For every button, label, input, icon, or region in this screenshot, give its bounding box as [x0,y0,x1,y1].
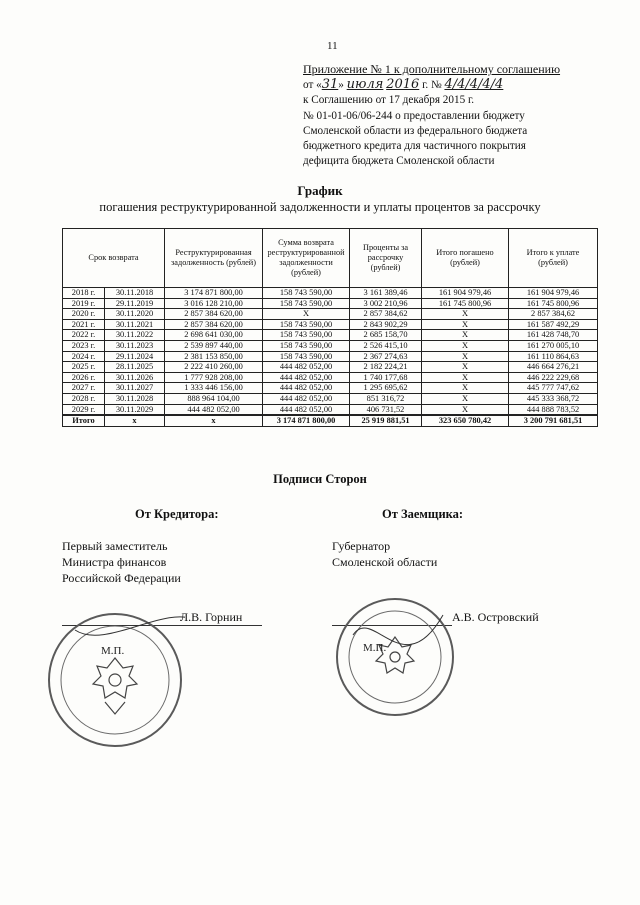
table-cell: 2024 г. [63,351,105,362]
table-cell: 30.11.2026 [105,372,165,383]
table-row [63,351,598,362]
creditor-party-label: От Кредитора: [135,507,219,521]
borrower-seal-stamp [333,595,458,720]
table-cell: 2 857 384,62 [509,309,598,320]
table-cell: X [422,362,509,373]
borrower-signature-stroke [353,615,443,645]
table-cell: 444 482 052,00 [263,404,350,415]
table-header-row [63,229,598,288]
emblem-icon [93,658,137,714]
table-cell: 161 745 800,96 [509,298,598,309]
col-header-restructured-debt: Реструктурированная задолженность (рублей) [165,229,263,288]
appendix-line-3: к Соглашению от 17 декабря 2015 г. [303,94,475,107]
table-cell: X [422,393,509,404]
table-cell: 161 270 005,10 [509,340,598,351]
table-cell: 3 174 871 800,00 [165,288,263,299]
borrower-title-line-1: Губернатор [332,539,391,553]
appendix-line-4: № 01-01-06/06-244 о предоставлении бюджету [303,109,525,122]
table-cell: 888 964 104,00 [165,393,263,404]
table-cell: 161 428 748,70 [509,330,598,341]
table-cell: 2026 г. [63,372,105,383]
table-cell: 3 016 128 210,00 [165,298,263,309]
table-cell: 2 381 153 850,00 [165,351,263,362]
table-cell: 30.11.2022 [105,330,165,341]
table-row [63,288,598,299]
creditor-signatory-title [62,538,181,586]
table-cell: 158 743 590,00 [263,288,350,299]
table-cell: 30.11.2018 [105,288,165,299]
table-cell: X [422,319,509,330]
table-cell: 2029 г. [63,404,105,415]
total-cell: 323 650 780,42 [422,415,509,427]
document-title: График [297,183,343,198]
table-cell: 2 857 384 620,00 [165,309,263,320]
table-cell: X [422,383,509,394]
signatures-heading: Подписи Сторон [273,472,367,486]
table-cell: 2023 г. [63,340,105,351]
table-cell: 445 333 368,72 [509,393,598,404]
col-header-interest: Проценты за рассрочку (рублей) [350,229,422,288]
table-cell: 161 110 864,63 [509,351,598,362]
table-row [63,319,598,330]
table-cell: 851 316,72 [350,393,422,404]
table-cell: 2 857 384,62 [350,309,422,320]
table-cell: 3 161 389,46 [350,288,422,299]
table-cell: 30.11.2029 [105,404,165,415]
table-cell: 28.11.2025 [105,362,165,373]
table-cell: 444 482 052,00 [263,383,350,394]
table-cell: 158 743 590,00 [263,330,350,341]
table-row [63,383,598,394]
appendix-line-5: Смоленской области из федерального бюджета [303,124,528,137]
table-cell: 2 526 415,10 [350,340,422,351]
total-cell: 25 919 881,51 [350,415,422,427]
appendix-line-7: дефицита бюджета Смоленской области [303,155,495,168]
page-number: 11 [327,40,338,52]
table-cell: 2019 г. [63,298,105,309]
table-cell: 444 482 052,00 [263,372,350,383]
table-cell: 2028 г. [63,393,105,404]
table-cell: 161 745 800,96 [422,298,509,309]
table-cell: 30.11.2027 [105,383,165,394]
borrower-party-label: От Заемщика: [382,507,464,521]
table-cell: X [422,351,509,362]
table-cell: 444 888 783,52 [509,404,598,415]
creditor-stamp-label: М.П. [101,645,125,657]
col-header-due-date: Срок возврата [63,229,165,288]
table-cell: 2 698 641 030,00 [165,330,263,341]
table-cell: 445 777 747,62 [509,383,598,394]
table-row [63,362,598,373]
borrower-signatory-title [332,538,437,570]
table-row [63,298,598,309]
table-cell: 446 222 229,68 [509,372,598,383]
col-header-repayment-amount: Сумма возврата реструктурированной задолженности (рублей) [263,229,350,288]
table-cell: 2 182 224,21 [350,362,422,373]
table-row [63,372,598,383]
table-cell: X [422,309,509,320]
table-cell: 2027 г. [63,383,105,394]
table-cell: 1 777 928 208,00 [165,372,263,383]
total-cell: x [165,415,263,427]
document-subtitle: погашения реструктурированной задолженности и уплаты процентов за рассрочку [99,200,541,214]
table-cell: X [422,404,509,415]
table-cell: 444 482 052,00 [263,393,350,404]
table-cell: 30.11.2028 [105,393,165,404]
creditor-signature-stroke [75,617,185,635]
table-cell: X [422,330,509,341]
table-cell: 2 222 410 260,00 [165,362,263,373]
table-cell: 2025 г. [63,362,105,373]
col-header-total-payable: Итого к уплате (рублей) [509,229,598,288]
table-cell: 1 740 177,68 [350,372,422,383]
table-row [63,393,598,404]
table-cell: 444 482 052,00 [165,404,263,415]
table-cell: 30.11.2023 [105,340,165,351]
table-cell: 2 857 384 620,00 [165,319,263,330]
total-cell: 3 174 871 800,00 [263,415,350,427]
table-cell: 2021 г. [63,319,105,330]
table-cell: 158 743 590,00 [263,351,350,362]
table-cell: 2018 г. [63,288,105,299]
table-cell: 2 539 897 440,00 [165,340,263,351]
table-row [63,404,598,415]
table-row [63,330,598,341]
borrower-title-line-2: Смоленской области [332,555,438,569]
table-cell: X [263,309,350,320]
creditor-signatory-name: Л.В. Горнин [180,610,243,624]
table-cell: 3 002 210,96 [350,298,422,309]
creditor-title-line-3: Российской Федерации [62,571,181,585]
table-cell: X [422,340,509,351]
creditor-title-line-1: Первый заместитель [62,539,168,553]
appendix-date-prefix: от « [303,79,322,92]
table-cell: 29.11.2024 [105,351,165,362]
borrower-signatory-name: А.В. Островский [452,610,539,624]
table-row [63,309,598,320]
table-cell: 1 333 446 156,00 [165,383,263,394]
table-cell: 444 482 052,00 [263,362,350,373]
table-total-row [63,415,598,427]
total-cell: 3 200 791 681,51 [509,415,598,427]
table-cell: X [422,372,509,383]
appendix-line-2 [303,77,623,93]
creditor-title-line-2: Министра финансов [62,555,167,569]
table-cell: 446 664 276,21 [509,362,598,373]
table-cell: 1 295 695,62 [350,383,422,394]
handwritten-number: 4/4/4/4/4 [444,77,504,93]
appendix-header [303,62,623,169]
total-cell: Итого [63,415,105,427]
appendix-date-mid: » [338,79,344,92]
table-cell: 2 367 274,63 [350,351,422,362]
table-cell: 158 743 590,00 [263,298,350,309]
table-cell: 158 743 590,00 [263,319,350,330]
appendix-line-1: Приложение № 1 к дополнительному соглашению [303,62,561,76]
borrower-stamp-label: М.П. [363,642,387,654]
handwritten-year: 2016 [386,77,420,93]
table-cell: 30.11.2021 [105,319,165,330]
table-row [63,340,598,351]
creditor-seal-stamp [45,610,185,750]
table-cell: 161 904 979,46 [422,288,509,299]
handwritten-month: июля [346,77,384,93]
table-cell: 406 731,52 [350,404,422,415]
repayment-schedule-table [62,228,598,427]
handwritten-day: 31 [321,77,339,93]
total-cell: x [105,415,165,427]
table-cell: 161 904 979,46 [509,288,598,299]
table-cell: 2020 г. [63,309,105,320]
table-cell: 30.11.2020 [105,309,165,320]
table-cell: 29.11.2019 [105,298,165,309]
appendix-number-prefix: г. № [422,79,442,92]
col-header-total-repaid: Итого погашено (рублей) [422,229,509,288]
table-cell: 2 685 158,70 [350,330,422,341]
table-cell: 2022 г. [63,330,105,341]
appendix-line-6: бюджетного кредита для частичного покрытия [303,140,526,153]
table-cell: 158 743 590,00 [263,340,350,351]
table-cell: 2 843 902,29 [350,319,422,330]
table-cell: 161 587 492,29 [509,319,598,330]
